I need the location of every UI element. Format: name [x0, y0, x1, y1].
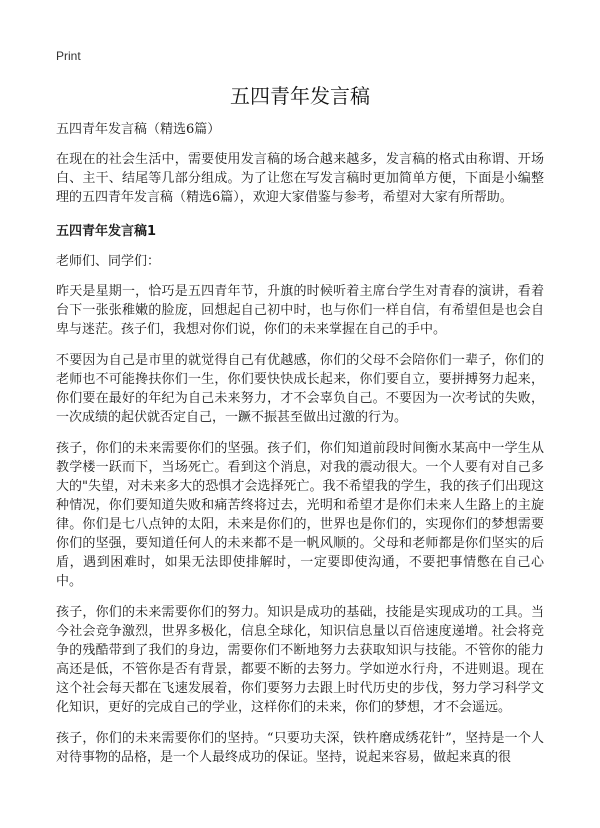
document-subtitle: 五四青年发言稿（精选6篇）	[56, 122, 221, 137]
document-body	[56, 120, 544, 767]
intro-paragraph: 在现在的社会生活中，需要使用发言稿的场合越来越多，发言稿的格式由称谓、开场白、主干、结尾等几部分组成。为了让您在写发言稿时更加简单方便，下面是小编整理的五四青年发言稿（精选6篇），欢迎大家借鉴与参考，希望对大家有所帮助。	[56, 152, 544, 205]
body-paragraph: 孩子，你们的未来需要你们的坚强。孩子们，你们知道前段时间衡水某高中一学生从教学楼一跃而下，当场死亡。看到这个消息，对我的震动很大。一个人要有对自己多大的"失望，对未来多大的恐惧才会选择死亡。我不希望我的学生，我的孩子们出现这种情况，你们要知道失败和痛苦终将过去，光明和希望才是你们未来人生路上的主旋律。你们是七八点钟的太阳，未来是你们的，世界也是你们的，实现你们的梦想需要你们的坚强，要知道任何人的未来都不是一帆风顺的。父母和老师都是你们坚实的后盾，遇到困难时，如果无法即使排解时，一定要即使沟通，不要把事情憋在自己心中。	[56, 441, 544, 589]
body-paragraph: 孩子，你们的未来需要你们的努力。知识是成功的基础，技能是实现成功的工具。当今社会竞争激烈，世界多极化，信息全球化，知识信息量以百倍速度递增。社会将竞争的残酷带到了我们的身边，需要你们不断地努力去获取知识与技能。不管你的能力高还是低，不管你是否有背景，都要不断的去努力。学如逆水行舟，不进则退。现在这个社会每天都在飞速发展着，你们要努力去跟上时代历史的步伐，努力学习科学文化知识，更好的完成自己的学业，这样你们的未来，你们的梦想，才不会遥远。	[56, 605, 544, 715]
print-label: Print	[56, 49, 81, 63]
body-paragraph: 不要因为自己是市里的就觉得自己有优越感，你们的父母不会陪你们一辈子，你们的老师也不可能搀扶你们一生，你们要快快成长起来，你们要自立，要拼搏努力起来，你们要在最好的年纪为自己未来努力，才不会辜负自己。不要因为一次考试的失败，一次成绩的起伏就否定自己，一蹶不振甚至做出过激的行为。	[56, 353, 544, 425]
body-paragraph: 昨天是星期一，恰巧是五四青年节，升旗的时候听着主席台学生对青春的演讲，看着台下一张张稚嫩的脸庞，回想起自己初中时，也与你们一样自信，有希望但是也会自卑与迷茫。孩子们，我想对你们说，你们的未来掌握在自己的手中。	[56, 284, 544, 337]
body-paragraph: 孩子，你们的未来需要你们的坚持。“只要功夫深，铁杵磨成绣花针”，坚持是一个人对待事物的品格，是一个人最终成功的保证。坚持，说起来容易，做起来真的很	[56, 731, 544, 765]
section-heading: 五四青年发言稿1	[56, 224, 157, 239]
document-title: 五四青年发言稿	[230, 84, 370, 108]
greeting: 老师们、同学们：	[56, 254, 161, 269]
